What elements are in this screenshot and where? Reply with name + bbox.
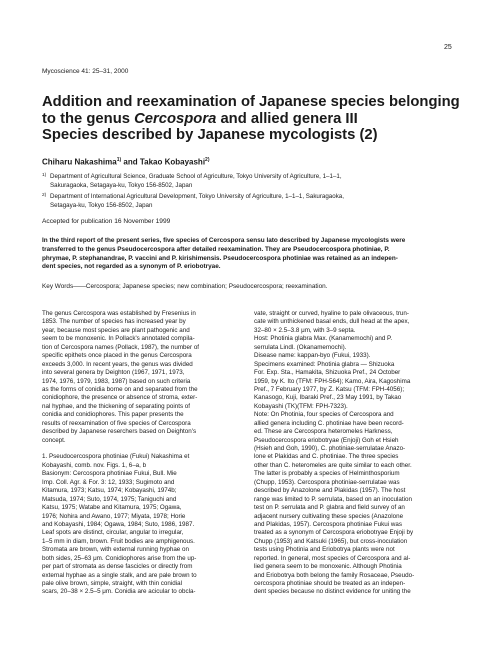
text-line: concept.	[42, 436, 66, 444]
text-line: Specimens examined: Photinia glabra — Shizuoka	[254, 360, 395, 368]
text-line: (Hsieh and Goh, 1990), C. photiniae-serrulatae Anazo-	[254, 445, 406, 452]
journal-reference: Mycoscience 41: 25–31, 2000	[42, 68, 129, 75]
text-line: described by Japanese reserchers based on Deighton's	[42, 428, 197, 436]
article-title	[42, 94, 472, 144]
text-line: vate, straight or curved, hyaline to pale olivaceous, trun-	[254, 310, 409, 317]
body-column-right	[254, 310, 454, 597]
text-line: and Kobayashi, 1984; Ogawa, 1984; Suto, 1986, 1987.	[42, 520, 195, 528]
text-line: and Eriobotrya both belong the family Rosaceae, Pseudo-	[254, 571, 415, 579]
text-line: year, because most species are plant pathogenic and	[42, 326, 190, 334]
text-line: Stromata are brown, with external running hyphae on	[42, 546, 189, 554]
text-line: external hyphae as a single stalk, and are pale brown to	[42, 571, 197, 579]
title-line-2: to the genus Cercospora and allied genera III	[42, 110, 358, 127]
text-line: into several genera by Deighton (1967, 1971, 1973,	[42, 369, 185, 377]
text-line: seem to be monoxenic. In Pollack's annotated compila-	[42, 335, 195, 343]
text-line: ed. These are Cercospora heteromeles Harkness,	[254, 428, 393, 436]
text-line: as the forms of conidia borne on and separated from the	[42, 385, 198, 393]
text-line: Pref., 7 February 1977, by Z. Katsu (TFM: FPH-4056);	[254, 385, 405, 393]
text-line: scars, 20–38 × 2.5–5 μm. Conidia are acicular to obcla-	[42, 588, 196, 596]
text-line: For. Exp. Sta., Hamakita, Shizuoka Pref., 24 October	[254, 369, 401, 377]
text-line: Imp. Coll. Agr. & For. 3: 12, 1933; Sugimoto and	[42, 478, 175, 486]
text-line: Kanasogo, Kuji, Ibaraki Pref., 23 May 1991, by Takao	[254, 394, 402, 402]
author-1: Chiharu Nakashima	[42, 157, 117, 167]
text-line: 1974, 1976, 1979, 1983, 1987) based on such criteria	[42, 377, 191, 385]
text-line: Katsu, 1975; Watabe and Kitamura, 1975; Ogawa,	[42, 504, 182, 512]
text-line: adjacent nursery cultivating these species (Anazolone	[254, 512, 404, 520]
text-line: Kobayashi, comb. nov. Figs. 1, 6–a, b	[42, 461, 147, 469]
key-words: Key Words——Cercospora; Japanese species; new combination; Pseudocercospora; reexamination.	[42, 283, 328, 290]
title-line-1: Addition and reexamination of Japanese species belonging	[42, 94, 460, 110]
text-line: results of reexamination of five species of Cercospora	[42, 419, 191, 427]
text-line: pale olive brown, simple, straight, with thin conidial	[42, 580, 182, 587]
text-line: lied genera seem to be monoxenic. Although Photinia	[254, 563, 402, 571]
text-line: 1959, by K. Ito (TFM: FPH-564); Kamo, Aira, Kagoshima	[254, 377, 411, 385]
text-line: nal hyphae, and the thickening of separating points of	[42, 402, 191, 410]
text-line: range was limited to P. serrulata, based on an inoculation	[254, 495, 412, 503]
author-line: Chiharu Nakashima$^{1)}$ and Takao Kobayashi$^{2)}$	[42, 157, 210, 167]
text-line: 1. Pseudocercospora photiniae (Fukui) Nakashima et	[42, 453, 190, 461]
text-line: Disease name: kappan-byo (Fukui, 1933).	[254, 352, 371, 360]
text-line: Host: Photinia glabra Max. (Kanamemochi) and P.	[254, 335, 393, 343]
title-line-3: Species described by Japanese mycologists (2)	[42, 127, 378, 143]
text-line: The genus Cercospora was established by Fresenius in	[42, 310, 196, 317]
text-line: test on P. serrulata and P. glabra and field survey of an	[254, 504, 405, 512]
text-line: 1–5 mm in diam, brown. Fruit bodies are amphigenous.	[42, 537, 195, 545]
text-line: Leaf spots are distinct, circular, angular to irregular,	[42, 529, 184, 537]
text-line: serrulata Lindl. (Okanamemochi).	[254, 343, 347, 351]
text-line: dent species because no distinct evidence for uniting the	[254, 588, 411, 596]
text-line: and Plakidas, 1957). Cercospora photiniae Fukui was	[254, 520, 403, 528]
text-line: The latter is probably a species of Helminthosporium	[254, 470, 400, 478]
text-line: reported. In general, most species of Cercospora and al-	[254, 554, 411, 562]
author-2: Takao Kobayashi	[139, 157, 206, 167]
text-line: (Chupp, 1953). Cercospora photiniae-serrulatae was	[254, 478, 400, 486]
text-line: conidiophore, the presence or absence of stroma, exter-	[42, 394, 198, 402]
text-line: lone et Plakidas and C. photiniae. The three species	[254, 453, 399, 461]
text-line: 32–80 × 2.5–3.8 μm, with 3–9 septa.	[254, 326, 356, 334]
text-line: 1976; Nohira and Awano, 1977; Miyata, 1978; Horie	[42, 512, 186, 520]
text-line: exceeds 3,000. In recent years, the genus was divided	[42, 360, 193, 368]
text-line	[42, 445, 242, 453]
text-line: described by Anazolone and Plakidas (1957). The host	[254, 487, 406, 495]
text-line: per part of stromata as dense fascicles or directly from	[42, 563, 193, 571]
text-line: cate with unthickened basal ends, dull head at the apex,	[254, 318, 410, 326]
affiliation-2: 2) Department of International Agricultural Development, Tokyo University of Agriculture, 1–1–1, Sakuragaoka, Setagaya-ku, Tokyo 156-8502, Japan	[42, 193, 344, 209]
text-line: Matsuda, 1974; Suto, 1974, 1975; Taniguchi and	[42, 495, 177, 503]
body-column-left	[42, 310, 242, 597]
text-line: treated as a synonym of Cercospora eriobotryae Enjoji by	[254, 529, 414, 537]
text-line: allied genera including C. photiniae have been record-	[254, 419, 404, 427]
text-line: specific epithets once placed in the genus Cercospora	[42, 352, 192, 360]
page-number: 25	[444, 44, 452, 51]
text-line: Chupp (1953) and Katsuki (1965), but cross-inoculation	[254, 537, 408, 545]
text-line: both sides, 25–63 μm. Conidiophores arise from the up-	[42, 554, 197, 562]
text-line: Kobayashi (TK)(TFM: FPH-7323).	[254, 402, 348, 410]
affiliation-1: 1) Department of Agricultural Science, Graduate School of Agriculture, Tokyo University of Agriculture, 1–1–1, Sakuragaoka, Setagaya-ku, Tokyo 156-8502, Japan	[42, 173, 342, 189]
text-line: 1853. The number of species has increased year by	[42, 318, 186, 326]
text-line: Kitamura, 1973; Katsu, 1974; Kobayashi, 1974b;	[42, 487, 177, 495]
accepted-date: Accepted for publication 16 November 1999	[42, 218, 171, 225]
abstract: In the third report of the present series, five species of Cercospora sensu lato described by Japanese mycologists were transferred to the genus Pseudocercospora after detailed reexamination. They are Pseudocercospora photiniae, P. phrymae, P. stephanandrae, P. vaccini and P. kirishimensis. Pseudocercospora photiniae was retained as an indepen- dent species, not regarded as a synonym of P. eriobotryae.	[42, 237, 406, 271]
text-line: cercospora photiniae should be treated as an indepen-	[254, 580, 406, 587]
text-line: conidia and conidiophores. This paper presents the	[42, 411, 184, 419]
text-line: Note: On Photinia, four species of Cercospora and	[254, 411, 394, 419]
text-line: other than C. heteromeles are quite similar to each other.	[254, 461, 412, 469]
text-line: Pseudocercospora eriobotryae (Enjoji) Goh et Hsieh	[254, 436, 399, 444]
text-line: Basionym: Cercospora photiniae Fukui, Bull. Mie	[42, 470, 177, 478]
text-line: tion of Cercospora names (Pollack, 1987), the number of	[42, 343, 200, 351]
text-line: tests using Photinia and Eriobotrya plants were not	[254, 546, 395, 554]
